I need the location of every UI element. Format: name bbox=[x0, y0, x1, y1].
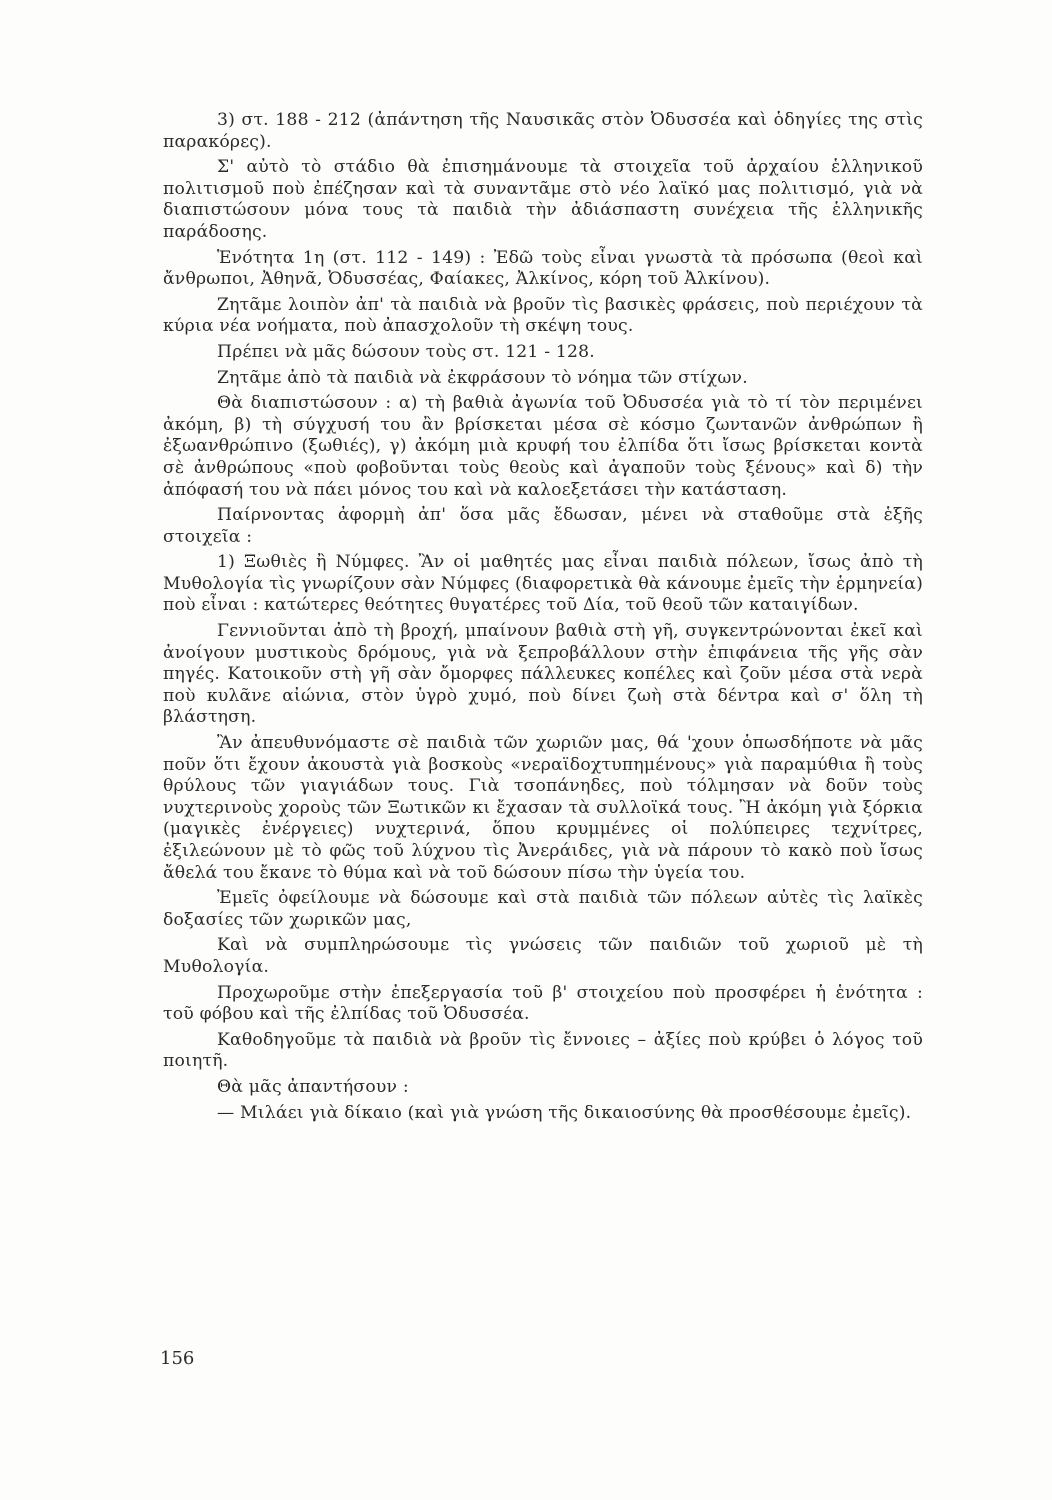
paragraph-1: 3) στ. 188 - 212 (ἀπάντηση τῆς Ναυσικᾶς στὸν Ὀδυσσέα καὶ ὁδηγίες της στὶς παρακόρες). bbox=[163, 110, 923, 152]
paragraph-7: Θὰ διαπιστώσουν : α) τὴ βαθιὰ ἀγωνία τοῦ Ὀδυσσέα γιὰ τὸ τί τὸν περιμένει ἀκόμη, β) τὴ σύγχυσή του ἂν βρίσκεται μέσα σὲ κόσμο ζωντανῶν ἀνθρώπων ἢ ἐξωανθρώπινο (ξωθιές), γ) ἀκόμη μιὰ κρυφή του ἐλπίδα ὅτι ἴσως βρίσκεται κοντὰ σὲ ἀνθρώπους «ποὺ φοβοῦνται τοὺς θεοὺς καὶ ἀγαποῦν τοὺς ξένους» καὶ δ) τὴν ἀπόφασή του νὰ πάει μόνος του καὶ νὰ καλοεξετάσει τὴν κατάσταση. bbox=[163, 393, 923, 500]
paragraph-16: Θὰ μᾶς ἀπαντήσουν : bbox=[217, 1076, 409, 1097]
paragraph-5: Πρέπει νὰ μᾶς δώσουν τοὺς στ. 121 - 128. bbox=[217, 341, 595, 362]
paragraph-8: Παίρνοντας ἀφορμὴ ἀπ' ὅσα μᾶς ἔδωσαν, μένει νὰ σταθοῦμε στὰ ἑξῆς στοιχεῖα : bbox=[163, 505, 923, 547]
paragraph-14: Προχωροῦμε στὴν ἐπεξεργασία τοῦ β' στοιχείου ποὺ προσφέρει ἡ ἑνότητα : τοῦ φόβου καὶ τῆς ἐλπίδας τοῦ Ὀδυσσέα. bbox=[163, 982, 923, 1025]
body-text bbox=[163, 110, 923, 1128]
paragraph-4: Ζητᾶμε λοιπὸν ἀπ' τὰ παιδιὰ νὰ βροῦν τὶς βασικὲς φράσεις, ποὺ περιέχουν τὰ κύρια νέα νοήματα, ποὺ ἀπασχολοῦν τὴ σκέψη τους. bbox=[163, 294, 923, 337]
page-number: 156 bbox=[160, 1348, 195, 1369]
paragraph-2: Σ' αὐτὸ τὸ στάδιο θὰ ἐπισημάνουμε τὰ στοιχεῖα τοῦ ἀρχαίου ἑλληνικοῦ πολιτισμοῦ ποὺ ἐπέζησαν καὶ τὰ συναντᾶμε στὸ νέο λαϊκό μας πολιτισμό, γιὰ νὰ διαπιστώσουν μόνα τους τὰ παιδιὰ τὴν ἀδιάσπαστη συνέχεια τῆς ἑλληνικῆς παράδοσης. bbox=[163, 157, 923, 242]
paragraph-3: Ἑνότητα 1η (στ. 112 - 149) : Ἐδῶ τοὺς εἶναι γνωστὰ τὰ πρόσωπα (θεοὶ καὶ ἄνθρωποι, Ἀθηνᾶ, Ὀδυσσέας, Φαίακες, Ἀλκίνος, κόρη τοῦ Ἀλκίνου). bbox=[163, 247, 923, 290]
paragraph-10: Γεννιοῦνται ἀπὸ τὴ βροχή, μπαίνουν βαθιὰ στὴ γῆ, συγκεντρώνονται ἐκεῖ καὶ ἀνοίγουν μυστικοὺς δρόμους, γιὰ νὰ ξεπροβάλλουν στὴν ἐπιφάνεια τῆς γῆς σὰν πηγές. Κατοικοῦν στὴ γῆ σὰν ὄμορφες πάλλευκες κοπέλες καὶ ζοῦν μέσα στὰ νερὰ ποὺ κυλᾶνε αἰώνια, στὸν ὑγρὸ χυμό, ποὺ δίνει ζωὴ στὰ δέντρα καὶ σ' ὅλη τὴ βλάστηση. bbox=[163, 621, 923, 728]
paragraph-12: Ἐμεῖς ὀφείλουμε νὰ δώσουμε καὶ στὰ παιδιὰ τῶν πόλεων αὐτὲς τὶς λαϊκὲς δοξασίες τῶν χωρικῶν μας, bbox=[163, 888, 923, 930]
paragraph-17: — Μιλάει γιὰ δίκαιο (καὶ γιὰ γνώση τῆς δικαιοσύνης θὰ προσθέσουμε ἐμεῖς). bbox=[217, 1102, 912, 1123]
paragraph-9: 1) Ξωθιὲς ἢ Νύμφες. Ἂν οἱ μαθητές μας εἶναι παιδιὰ πόλεων, ἴσως ἀπὸ τὴ Μυθολογία τὶς γνωρίζουν σὰν Νύμφες (διαφορετικὰ θὰ κάνουμε ἐμεῖς τὴν ἑρμηνεία) ποὺ εἶναι : κατώτερες θεότητες θυγατέρες τοῦ Δία, τοῦ θεοῦ τῶν καταιγίδων. bbox=[163, 552, 923, 616]
paragraph-11: Ἂν ἀπευθυνόμαστε σὲ παιδιὰ τῶν χωριῶν μας, θά 'χουν ὁπωσδήποτε νὰ μᾶς ποῦν ὅτι ἔχουν ἀκουστὰ γιὰ βοσκοὺς «νεραϊδοχτυπημένους» γιὰ παραμύθια ἢ τοὺς θρύλους τῶν γιαγιάδων τους. Γιὰ τσοπάνηδες, ποὺ τόλμησαν νὰ δοῦν τοὺς νυχτερινοὺς χοροὺς τῶν Ξωτικῶν κι ἔχασαν τὰ συλλοϊκά τους. Ἢ ἀκόμη γιὰ ξόρκια (μαγικὲς ἐνέργειες) νυχτερινά, ὅπου κρυμμένες οἱ πολύπειρες τεχνίτρες, ἐξιλεώνουν μὲ τὸ φῶς τοῦ λύχνου τὶς Ἀνεράιδες, γιὰ νὰ πάρουν τὸ κακὸ ποὺ ἴσως ἄθελά του ἔκανε τὸ θύμα καὶ νὰ τοῦ δώσουν πίσω τὴν ὑγεία του. bbox=[163, 733, 923, 883]
paragraph-15: Καθοδηγοῦμε τὰ παιδιὰ νὰ βροῦν τὶς ἔννοιες – ἀξίες ποὺ κρύβει ὁ λόγος τοῦ ποιητῆ. bbox=[163, 1029, 923, 1072]
paragraph-6: Ζητᾶμε ἀπὸ τὰ παιδιὰ νὰ ἐκφράσουν τὸ νόημα τῶν στίχων. bbox=[217, 367, 748, 388]
paragraph-13: Καὶ νὰ συμπληρώσουμε τὶς γνώσεις τῶν παιδιῶν τοῦ χωριοῦ μὲ τὴ Μυθολογία. bbox=[163, 935, 923, 977]
